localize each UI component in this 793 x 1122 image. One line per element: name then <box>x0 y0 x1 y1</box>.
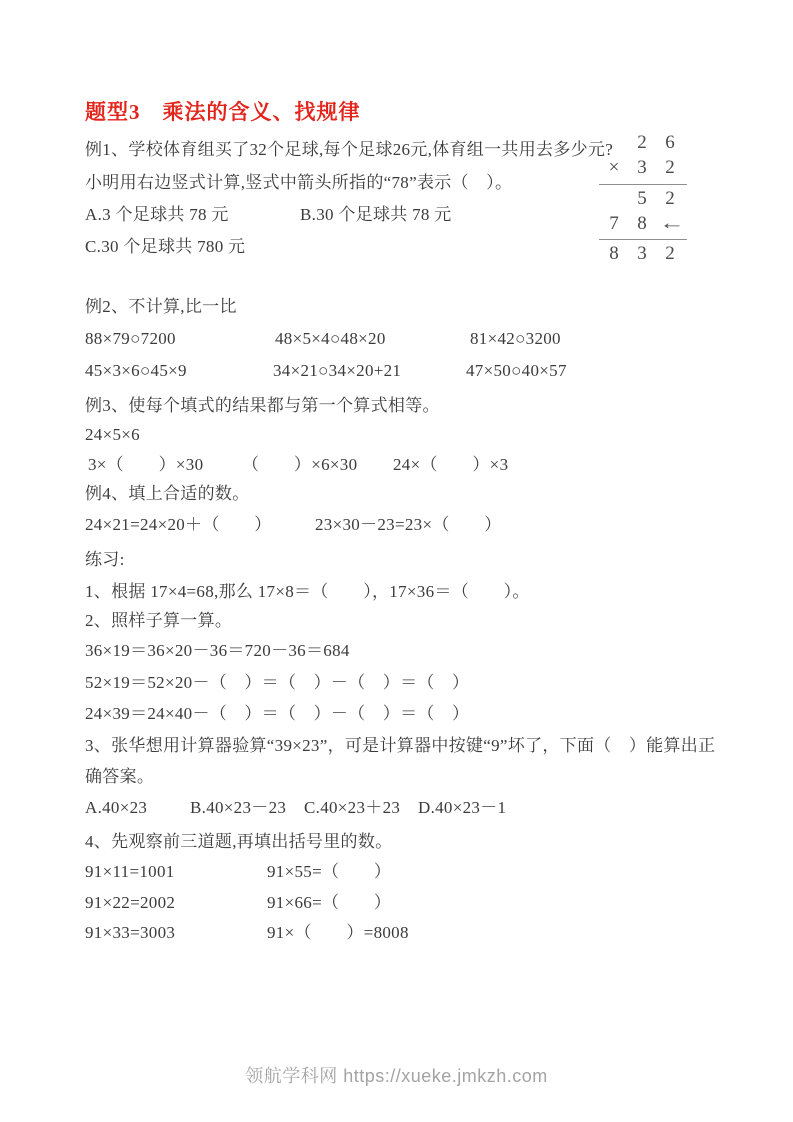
practice-q4-row1-left: 91×11=1001 <box>85 862 175 881</box>
calc-digit: 7 <box>609 213 619 234</box>
multiply-sign-icon: × <box>608 157 620 178</box>
footer-site-link[interactable]: 领航学科网 https://xueke.jmkzh.com <box>245 1066 548 1086</box>
example2-row1-item2: 48×5×4○48×20 <box>275 329 386 348</box>
practice-q4-heading: 4、先观察前三道题,再填出括号里的数。 <box>85 832 393 851</box>
calc-digit: 6 <box>665 132 675 153</box>
calc-digit: 5 <box>637 188 647 209</box>
practice-q3-option-c: C.40×23＋23 <box>304 798 401 817</box>
example1-option-b: B.30 个足球共 78 元 <box>300 205 452 224</box>
example3-base-expression: 24×5×6 <box>85 425 140 444</box>
practice-heading: 练习: <box>85 550 125 569</box>
calc-rule-line <box>599 239 687 240</box>
practice-q4-row2-left: 91×22=2002 <box>85 893 176 912</box>
calc-digit: 2 <box>665 243 675 264</box>
practice-q4-row1-right: 91×55=（ ） <box>267 862 392 881</box>
calc-digit: 2 <box>665 157 675 178</box>
practice-q3-option-d: D.40×23－1 <box>418 798 507 817</box>
practice-q3-line1: 3、张华想用计算器验算“39×23”，可是计算器中按键“9”坏了，下面（ ）能算出正 <box>85 736 716 755</box>
example3-blank-item1: 3×（ ）×30 <box>88 455 204 474</box>
calc-digit: 8 <box>637 213 647 234</box>
calc-digit: 3 <box>637 243 647 264</box>
example1-option-a: A.3 个足球共 78 元 <box>85 205 229 224</box>
calc-digit: 3 <box>637 157 647 178</box>
example2-row1-item3: 81×42○3200 <box>470 329 561 348</box>
practice-q2-line2: 24×39＝24×40－（ ）＝（ ）－（ ）＝（ ） <box>85 704 470 723</box>
example4-item1: 24×21=24×20＋（ ） <box>85 515 272 534</box>
practice-q1: 1、根据 17×4=68,那么 17×8＝（ ），17×36＝（ ）。 <box>85 582 530 601</box>
example2-row2-item2: 34×21○34×20+21 <box>273 361 402 380</box>
example2-row2-item3: 47×50○40×57 <box>466 361 567 380</box>
page-title: 题型3 乘法的含义、找规律 <box>85 100 361 124</box>
example2-row1-item1: 88×79○7200 <box>85 329 176 348</box>
practice-q4-row3-left: 91×33=3003 <box>85 923 176 942</box>
example2-row2-item1: 45×3×6○45×9 <box>85 361 187 380</box>
example4-item2: 23×30－23=23×（ ） <box>315 515 502 534</box>
practice-q2-example: 36×19＝36×20－36＝720－36＝684 <box>85 641 350 660</box>
calc-digit: 2 <box>637 132 647 153</box>
practice-q3-option-a: A.40×23 <box>85 798 148 817</box>
example1-option-c: C.30 个足球共 780 元 <box>85 237 246 256</box>
practice-q3-line2: 确答案。 <box>85 767 155 786</box>
practice-q2-line1: 52×19＝52×20－（ ）＝（ ）－（ ）＝（ ） <box>85 673 470 692</box>
footer-watermark <box>0 1064 793 1088</box>
example4-heading: 例4、填上合适的数。 <box>85 484 250 503</box>
practice-q4-row2-right: 91×66=（ ） <box>267 893 392 912</box>
example3-blank-item3: 24×（ ）×3 <box>393 455 509 474</box>
practice-q3-option-b: B.40×23－23 <box>190 798 287 817</box>
arrow-left-icon: ← <box>659 213 685 234</box>
example2-heading: 例2、不计算,比一比 <box>85 297 237 316</box>
example1-question-line1: 例1、学校体育组买了32个足球,每个足球26元,体育组一共用去多少元? <box>85 140 614 159</box>
calc-rule-line <box>599 184 687 185</box>
example3-heading: 例3、使每个填式的结果都与第一个算式相等。 <box>85 396 440 415</box>
practice-q4-row3-right: 91×（ ）=8008 <box>267 923 409 942</box>
example3-blank-item2: （ ）×6×30 <box>242 455 358 474</box>
calc-digit: 8 <box>609 243 619 264</box>
example1-question-line2: 小明用右边竖式计算,竖式中箭头所指的“78”表示（ ）。 <box>85 173 513 192</box>
practice-q2-heading: 2、照样子算一算。 <box>85 611 233 630</box>
calc-digit: 2 <box>665 188 675 209</box>
